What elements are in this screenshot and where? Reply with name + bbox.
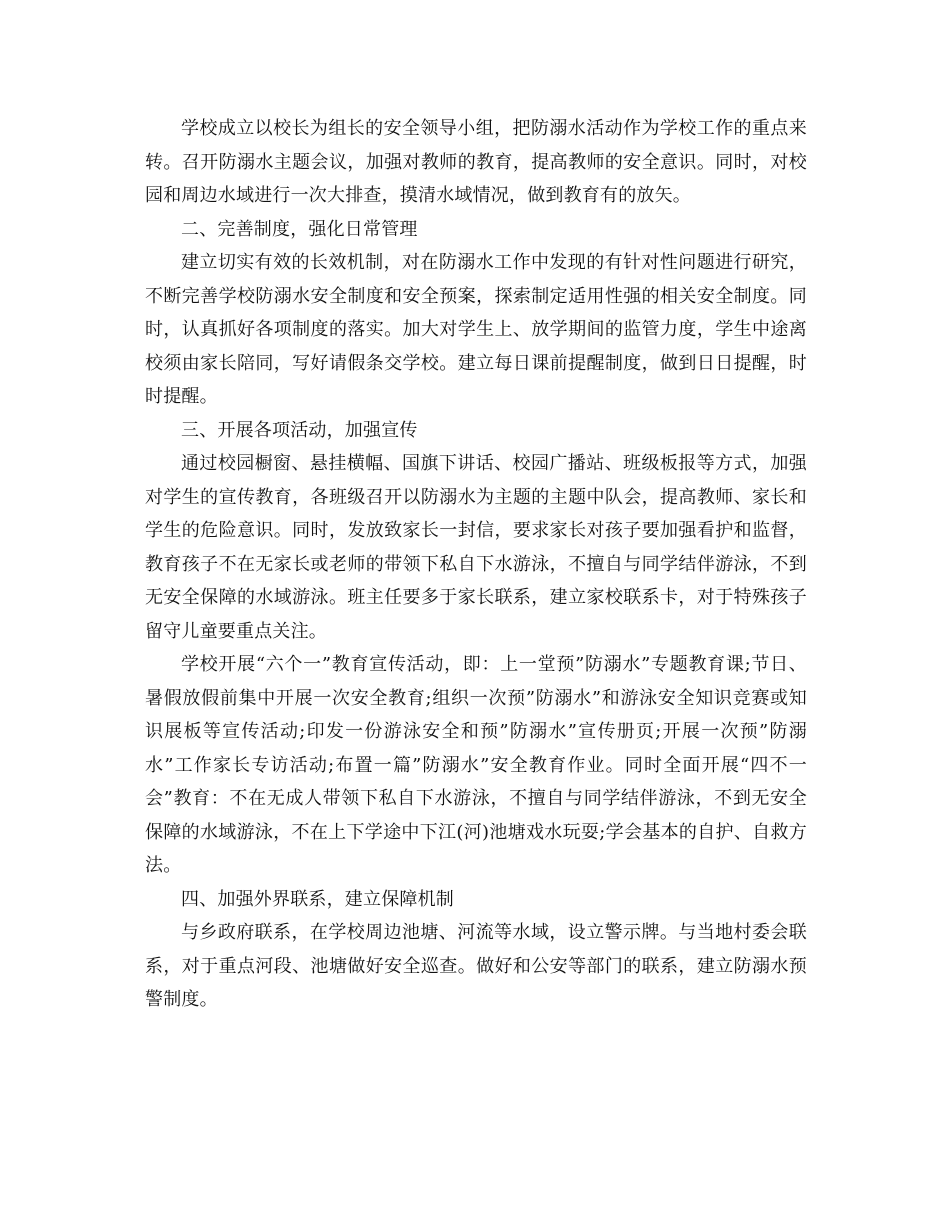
paragraph-mechanism: 建立切实有效的长效机制，对在防溺水工作中发现的有针对性问题进行研究，不断完善学校防溺水安全制度和安全预案，探索制定适用性强的相关安全制度。同时，认真抓好各项制度的落实。加大对学生上、放学期间的监管力度，学生中途离校须由家长陪同，写好请假条交学校。建立每日课前提醒制度，做到日日提醒，时时提醒。 bbox=[145, 252, 807, 407]
paragraph-six-ones: 学校开展“六个一”教育宣传活动，即：上一堂预”防溺水”专题教育课;节日、暑假放假前集中开展一次安全教育;组织一次预”防溺水”和游泳安全知识竞赛或知识展板等宣传活动;印发一份游泳安全和预”防溺水”宣传册页;开展一次预”防溺水”工作家长专访活动;布置一篇”防溺水”安全教育作业。同时全面开展“四不一会”教育：不在无成人带领下私自下水游泳，不擅自与同学结伴游泳，不到无安全保障的水域游泳，不在上下学途中下江(河)池塘戏水玩耍;学会基本的自护、自救方法。 bbox=[145, 654, 807, 876]
document-body bbox=[145, 112, 807, 1017]
section-heading-2: 二、完善制度，强化日常管理 bbox=[181, 218, 418, 240]
paragraph-leadership-group: 学校成立以校长为组长的安全领导小组，把防溺水活动作为学校工作的重点来转。召开防溺水主题会议，加强对教师的教育，提高教师的安全意识。同时，对校园和周边水域进行一次大排查，摸清水域情况，做到教育有的放矢。 bbox=[145, 118, 807, 206]
paragraph-publicity: 通过校园橱窗、悬挂横幅、国旗下讲话、校园广播站、班级板报等方式，加强对学生的宣传教育，各班级召开以防溺水为主题的主题中队会，提高教师、家长和学生的危险意识。同时，发放致家长一封信，要求家长对孩子要加强看护和监督，教育孩子不在无家长或老师的带领下私自下水游泳，不擅自与同学结伴游泳，不到无安全保障的水域游泳。班主任要多于家长联系，建立家校联系卡，对于特殊孩子留守儿童要重点关注。 bbox=[145, 453, 807, 642]
section-heading-3: 三、开展各项活动，加强宣传 bbox=[181, 419, 418, 441]
section-heading-4: 四、加强外界联系，建立保障机制 bbox=[181, 888, 454, 910]
paragraph-external-contact: 与乡政府联系，在学校周边池塘、河流等水域，设立警示牌。与当地村委会联系，对于重点河段、池塘做好安全巡查。做好和公安等部门的联系，建立防溺水预警制度。 bbox=[145, 922, 807, 1010]
